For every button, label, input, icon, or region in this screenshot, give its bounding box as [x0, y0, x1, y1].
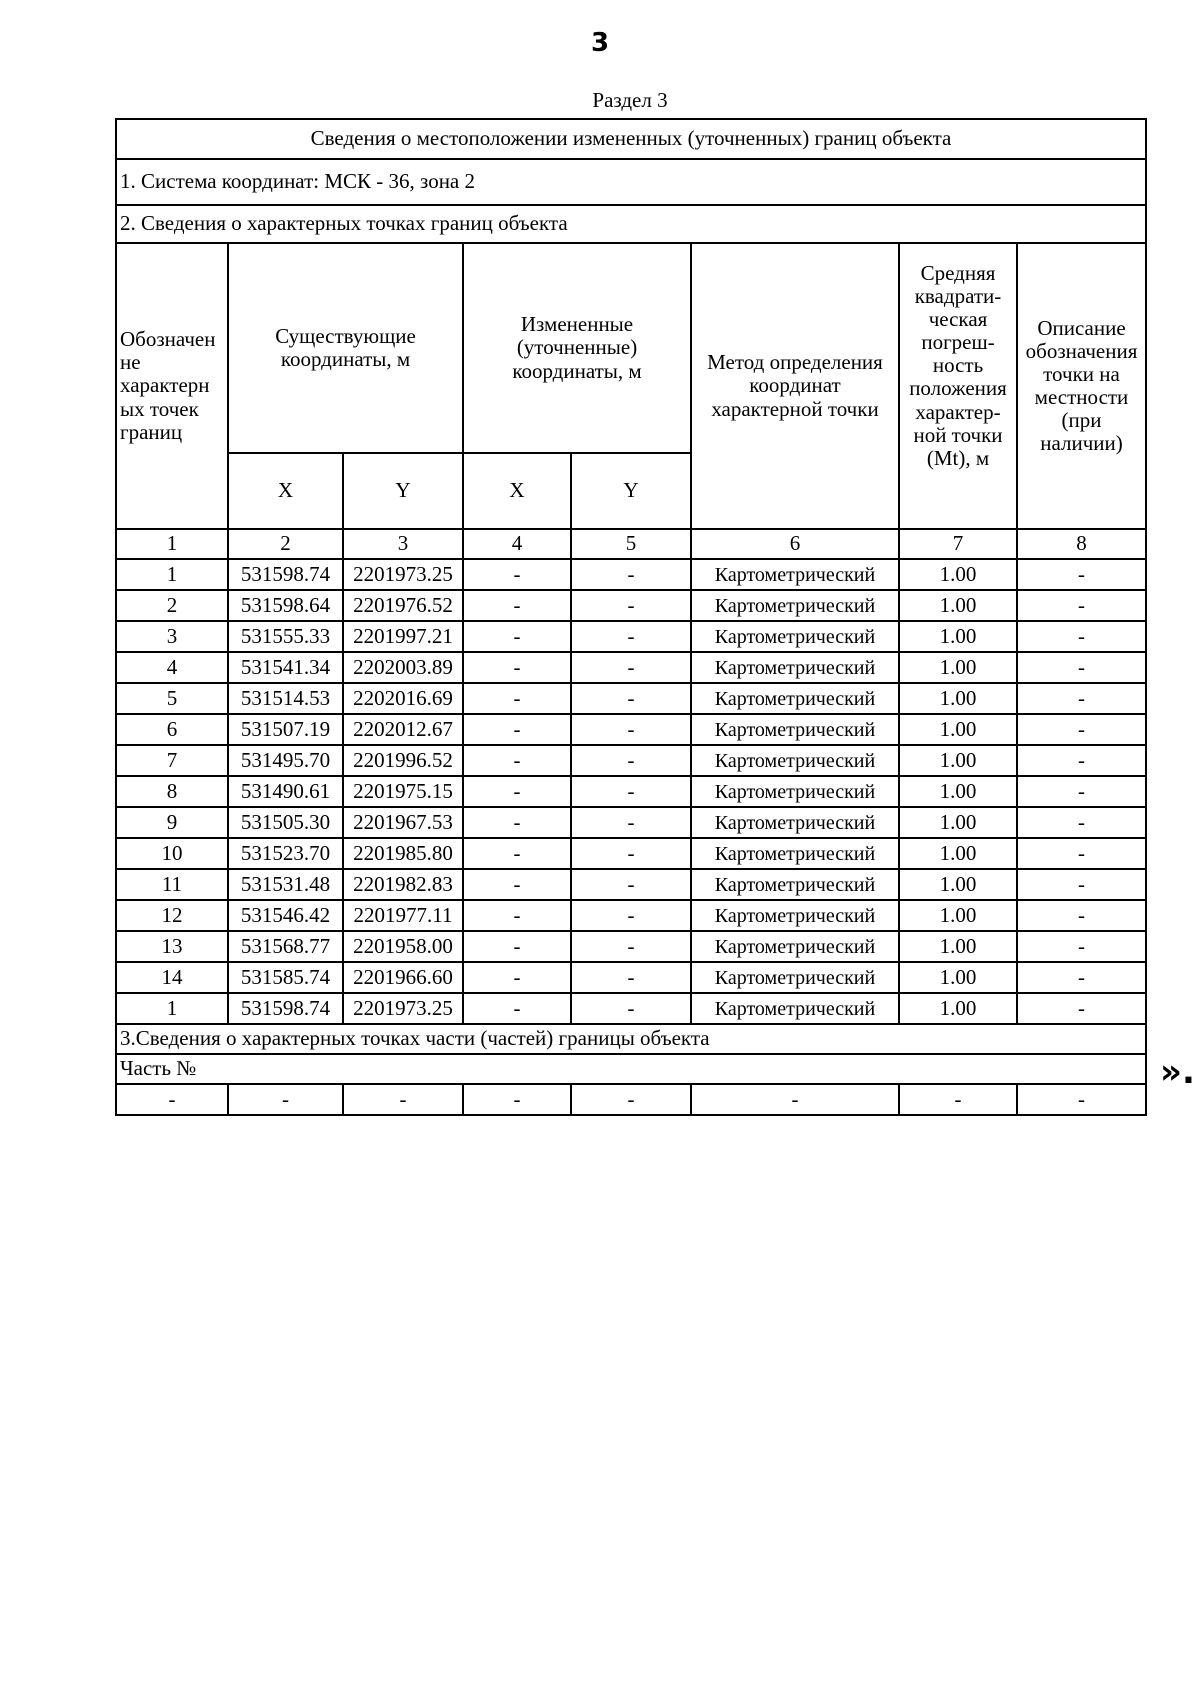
existing-x: 531541.34 [228, 652, 343, 683]
existing-x: 531555.33 [228, 621, 343, 652]
changed-x: - [463, 714, 571, 745]
point-description: - [1017, 714, 1146, 745]
changed-y: - [571, 962, 691, 993]
column-number: 1 [116, 529, 228, 559]
mt-value: 1.00 [899, 993, 1017, 1024]
point-description: - [1017, 962, 1146, 993]
point-number: 4 [116, 652, 228, 683]
mt-value: 1.00 [899, 900, 1017, 931]
points-section-title: 2. Сведения о характерных точках границ объекта [116, 205, 1146, 243]
table-cell: - [899, 1084, 1017, 1115]
changed-x: - [463, 807, 571, 838]
column-number: 5 [571, 529, 691, 559]
point-description: - [1017, 683, 1146, 714]
changed-x: - [463, 559, 571, 590]
column-number: 4 [463, 529, 571, 559]
column-number: 2 [228, 529, 343, 559]
existing-x: 531585.74 [228, 962, 343, 993]
table-row [116, 652, 1146, 683]
method: Картометрический [691, 745, 899, 776]
table-row [116, 590, 1146, 621]
method: Картометрический [691, 652, 899, 683]
table-title: Сведения о местоположении измененных (уточненных) границ объекта [116, 119, 1146, 159]
changed-y: - [571, 776, 691, 807]
mt-value: 1.00 [899, 590, 1017, 621]
table-row [116, 807, 1146, 838]
table-cell: - [691, 1084, 899, 1115]
mt-value: 1.00 [899, 962, 1017, 993]
changed-y: - [571, 652, 691, 683]
existing-x: 531490.61 [228, 776, 343, 807]
empty-part-row [116, 1084, 1146, 1115]
changed-x: - [463, 931, 571, 962]
point-number: 9 [116, 807, 228, 838]
point-number: 1 [116, 993, 228, 1024]
existing-y: 2202003.89 [343, 652, 463, 683]
mt-value: 1.00 [899, 745, 1017, 776]
mt-value: 1.00 [899, 838, 1017, 869]
changed-y: - [571, 683, 691, 714]
header-existing-coords: Существующие координаты, м [228, 243, 463, 453]
method: Картометрический [691, 838, 899, 869]
existing-y: 2201973.25 [343, 993, 463, 1024]
point-description: - [1017, 869, 1146, 900]
existing-y: 2201973.25 [343, 559, 463, 590]
header-changed-x: X [463, 453, 571, 529]
existing-x: 531598.74 [228, 993, 343, 1024]
table-row [116, 869, 1146, 900]
point-description: - [1017, 652, 1146, 683]
method: Картометрический [691, 900, 899, 931]
changed-y: - [571, 621, 691, 652]
changed-x: - [463, 838, 571, 869]
table-row [116, 962, 1146, 993]
point-number: 7 [116, 745, 228, 776]
table-cell: - [463, 1084, 571, 1115]
changed-x: - [463, 621, 571, 652]
changed-x: - [463, 776, 571, 807]
point-description: - [1017, 621, 1146, 652]
point-number: 2 [116, 590, 228, 621]
point-number: 1 [116, 559, 228, 590]
point-description: - [1017, 745, 1146, 776]
table-row [116, 838, 1146, 869]
point-description: - [1017, 776, 1146, 807]
changed-y: - [571, 590, 691, 621]
table-row [116, 993, 1146, 1024]
existing-y: 2201975.15 [343, 776, 463, 807]
point-number: 8 [116, 776, 228, 807]
existing-y: 2201985.80 [343, 838, 463, 869]
point-number: 13 [116, 931, 228, 962]
table-cell: - [116, 1084, 228, 1115]
mt-value: 1.00 [899, 683, 1017, 714]
method: Картометрический [691, 869, 899, 900]
existing-x: 531546.42 [228, 900, 343, 931]
method: Картометрический [691, 714, 899, 745]
method: Картометрический [691, 993, 899, 1024]
changed-y: - [571, 931, 691, 962]
existing-x: 531507.19 [228, 714, 343, 745]
existing-y: 2201958.00 [343, 931, 463, 962]
table-row [116, 900, 1146, 931]
existing-x: 531598.64 [228, 590, 343, 621]
point-description: - [1017, 900, 1146, 931]
mt-value: 1.00 [899, 776, 1017, 807]
boundary-table [115, 118, 1147, 1116]
header-existing-x: X [228, 453, 343, 529]
method: Картометрический [691, 962, 899, 993]
table-row [116, 931, 1146, 962]
existing-y: 2201967.53 [343, 807, 463, 838]
table-cell: - [1017, 1084, 1146, 1115]
coordinate-system: 1. Система координат: МСК - 36, зона 2 [116, 159, 1146, 205]
existing-x: 531514.53 [228, 683, 343, 714]
point-description: - [1017, 559, 1146, 590]
point-number: 5 [116, 683, 228, 714]
closing-quote: ». [1160, 1052, 1195, 1092]
changed-y: - [571, 993, 691, 1024]
changed-y: - [571, 838, 691, 869]
method: Картометрический [691, 590, 899, 621]
point-description: - [1017, 931, 1146, 962]
section-caption: Раздел 3 [592, 88, 668, 112]
changed-y: - [571, 900, 691, 931]
existing-y: 2201996.52 [343, 745, 463, 776]
header-changed-coords: Измененные (уточненные) координаты, м [463, 243, 691, 453]
part-number-label: Часть № [116, 1054, 1146, 1084]
table-row [116, 621, 1146, 652]
mt-value: 1.00 [899, 652, 1017, 683]
changed-x: - [463, 962, 571, 993]
point-number: 14 [116, 962, 228, 993]
column-numbers-row [116, 529, 1146, 559]
mt-value: 1.00 [899, 807, 1017, 838]
changed-y: - [571, 869, 691, 900]
existing-y: 2202012.67 [343, 714, 463, 745]
changed-x: - [463, 869, 571, 900]
existing-y: 2201976.52 [343, 590, 463, 621]
column-number: 6 [691, 529, 899, 559]
point-description: - [1017, 807, 1146, 838]
changed-x: - [463, 900, 571, 931]
table-cell: - [571, 1084, 691, 1115]
method: Картометрический [691, 621, 899, 652]
changed-y: - [571, 807, 691, 838]
table-row [116, 714, 1146, 745]
mt-value: 1.00 [899, 621, 1017, 652]
header-existing-y: Y [343, 453, 463, 529]
table-row [116, 683, 1146, 714]
changed-y: - [571, 559, 691, 590]
point-number: 3 [116, 621, 228, 652]
existing-x: 531495.70 [228, 745, 343, 776]
mt-value: 1.00 [899, 869, 1017, 900]
page-number: 3 [590, 28, 610, 58]
method: Картометрический [691, 683, 899, 714]
mt-value: 1.00 [899, 931, 1017, 962]
changed-x: - [463, 683, 571, 714]
table-cell: - [228, 1084, 343, 1115]
table-row [116, 559, 1146, 590]
method: Картометрический [691, 559, 899, 590]
header-accuracy: Средняя квадрати- ческая погреш- ность положения характер- ной точки (Mt), м [899, 243, 1017, 529]
point-description: - [1017, 838, 1146, 869]
point-number: 6 [116, 714, 228, 745]
changed-x: - [463, 993, 571, 1024]
mt-value: 1.00 [899, 714, 1017, 745]
table-row [116, 776, 1146, 807]
header-changed-y: Y [571, 453, 691, 529]
header-designation: Обозначен не характерн ых точек границ [116, 243, 228, 529]
changed-y: - [571, 714, 691, 745]
parts-section-title: 3.Сведения о характерных точках части (частей) границы объекта [116, 1024, 1146, 1054]
method: Картометрический [691, 776, 899, 807]
changed-y: - [571, 745, 691, 776]
existing-x: 531523.70 [228, 838, 343, 869]
existing-x: 531568.77 [228, 931, 343, 962]
column-number: 3 [343, 529, 463, 559]
header-method: Метод определения координат характерной точки [691, 243, 899, 529]
method: Картометрический [691, 807, 899, 838]
point-description: - [1017, 993, 1146, 1024]
table-cell: - [343, 1084, 463, 1115]
column-number: 8 [1017, 529, 1146, 559]
method: Картометрический [691, 931, 899, 962]
existing-x: 531598.74 [228, 559, 343, 590]
table-row [116, 745, 1146, 776]
point-number: 10 [116, 838, 228, 869]
point-number: 12 [116, 900, 228, 931]
existing-x: 531505.30 [228, 807, 343, 838]
existing-y: 2201977.11 [343, 900, 463, 931]
changed-x: - [463, 745, 571, 776]
existing-y: 2202016.69 [343, 683, 463, 714]
point-description: - [1017, 590, 1146, 621]
changed-x: - [463, 652, 571, 683]
existing-y: 2201982.83 [343, 869, 463, 900]
column-number: 7 [899, 529, 1017, 559]
changed-x: - [463, 590, 571, 621]
existing-y: 2201997.21 [343, 621, 463, 652]
mt-value: 1.00 [899, 559, 1017, 590]
existing-y: 2201966.60 [343, 962, 463, 993]
point-number: 11 [116, 869, 228, 900]
header-description: Описание обозначения точки на местности (при наличии) [1017, 243, 1146, 529]
existing-x: 531531.48 [228, 869, 343, 900]
